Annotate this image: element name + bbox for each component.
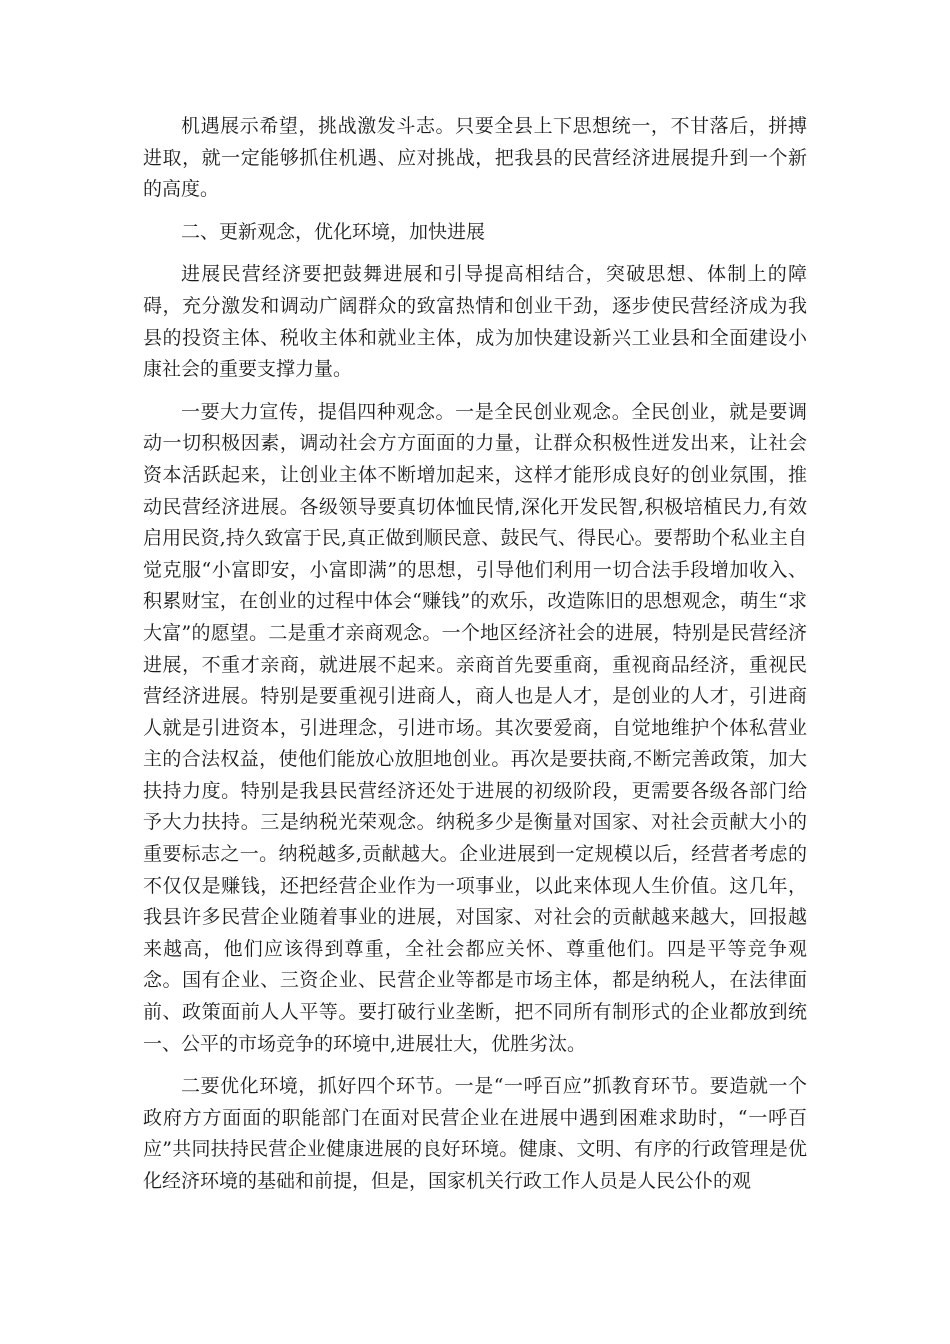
paragraph-optimize-environment: 二要优化环境，抓好四个环节。一是“一呼百应”抓教育环节。要造就一个政府方方面面的职能部门在面对民营企业在进展中遇到困难求助时，“一呼百应”共同扶持民营企业健康进展的良好环境。健康、文明、有序的行政管理是优化经济环境的基础和前提，但是，国家机关行政工作人员是人民公仆的观 bbox=[143, 1075, 807, 1192]
paragraph-opportunity: 机遇展示希望，挑战激发斗志。只要全县上下思想统一，不甘落后，拼搏进取，就一定能够抓住机遇、应对挑战，把我县的民营经济进展提升到一个新的高度。 bbox=[143, 115, 807, 201]
paragraph-four-concepts: 一要大力宣传，提倡四种观念。一是全民创业观念。全民创业，就是要调动一切积极因素，调动社会方方面面的力量，让群众积极性迸发出来，让社会资本活跃起来，让创业主体不断增加起来，这样才能形成良好的创业氛围，推动民营经济进展。各级领导要真切体恤民情,深化开发民智,积极培植民力,有效启用民资,持久致富于民,真正做到顺民意、鼓民气、得民心。要帮助个私业主自觉克服“小富即安，小富即满”的思想，引导他们利用一切合法手段增加收入、积累财宝，在创业的过程中体会“赚钱”的欢乐，改造陈旧的思想观念，萌生“求大富”的愿望。二是重才亲商观念。一个地区经济社会的进展，特别是民营经济进展，不重才亲商，就进展不起来。亲商首先要重商，重视商品经济，重视民营经济进展。特别是要重视引进商人，商人也是人才，是创业的人才，引进商人就是引进资本，引进理念，引进市场。其次要爱商，自觉地维护个体私营业主的合法权益，使他们能放心放胆地创业。再次是要扶商,不断完善政策，加大扶持力度。特别是我县民营经济还处于进展的初级阶段，更需要各级各部门给予大力扶持。三是纳税光荣观念。纳税多少是衡量对国家、对社会贡献大小的重要标志之一。纳税越多,贡献越大。企业进展到一定规模以后，经营者考虑的不仅仅是赚钱，还把经营企业作为一项事业，以此来体现人生价值。这几年，我县许多民营企业随着事业的进展，对国家、对社会的贡献越来越大，回报越来越高，他们应该得到尊重，全社会都应关怀、尊重他们。四是平等竞争观念。国有企业、三资企业、民营企业等都是市场主体，都是纳税人，在法律面前、政策面前人人平等。要打破行业垄断，把不同所有制形式的企业都放到统一、公平的市场竞争的环境中,进展壮大，优胜劣汰。 bbox=[143, 400, 807, 1055]
document-body bbox=[143, 111, 807, 1209]
section-heading-two: 二、更新观念，优化环境，加快进展 bbox=[181, 220, 486, 243]
paragraph-development-goal: 进展民营经济要把鼓舞进展和引导提高相结合，突破思想、体制上的障碍，充分激发和调动广阔群众的致富热情和创业干劲，逐步使民营经济成为我县的投资主体、税收主体和就业主体，成为加快建设新兴工业县和全面建设小康社会的重要支撑力量。 bbox=[143, 263, 807, 381]
